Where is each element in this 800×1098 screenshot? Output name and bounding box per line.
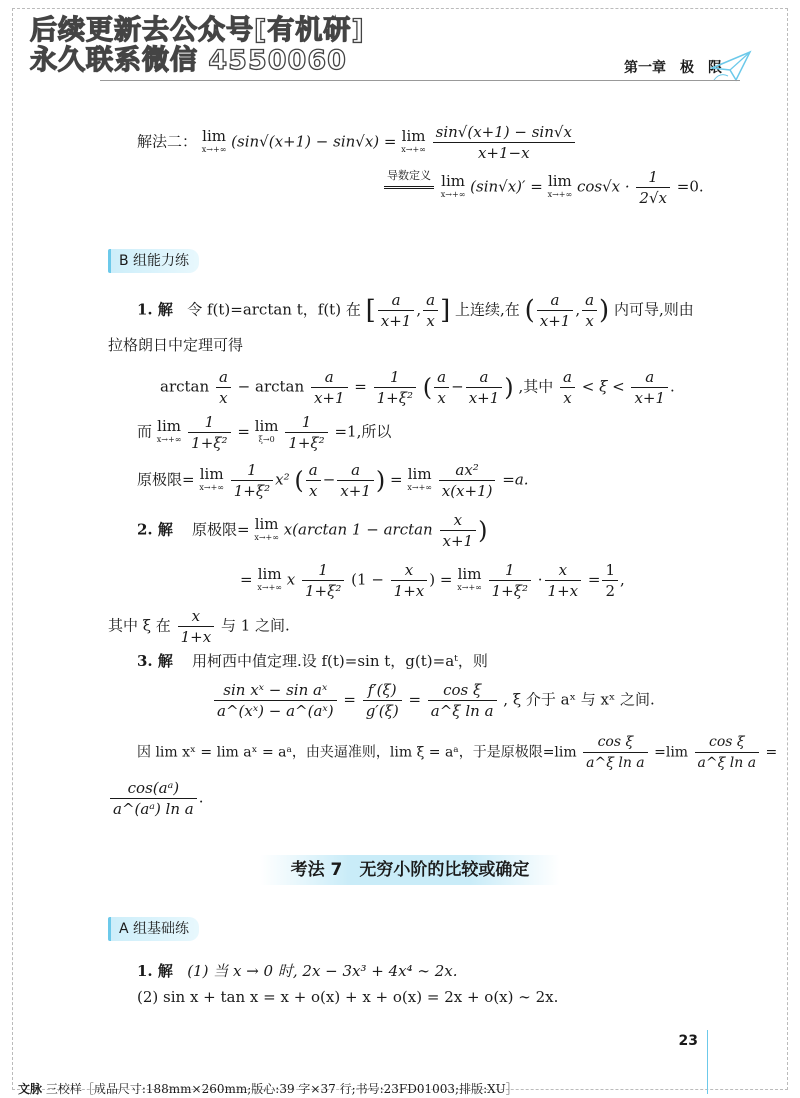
section-heading-7: 考法 7 无穷小阶的比较或确定 <box>260 855 560 885</box>
limit: lim x→+∞ <box>401 126 426 154</box>
fraction: $\frac{a}{x}$ <box>423 290 438 331</box>
q1-equation: arctan $\frac{a}{x}$ − arctan $\frac{a}{x+1}$ = $\frac{1}{\text{1+ξ²}}$ ( $\frac{a}{x}$ − $\frac{a}{x+1}$ ) ,其中 $\frac{a}{x}$ < ξ < $\frac{a}{x+1}$ . <box>160 368 675 407</box>
q1-text: 内可导,则由 <box>613 300 694 319</box>
watermark-line2: 永久联系微信 4550060 <box>30 45 347 76</box>
qa1-line2: (2) sin x + tan x = x + o(x) + x + o(x) = 2x + o(x) ∼ 2x. <box>137 988 559 1006</box>
badge-a-group: A 组基础练 <box>108 917 199 941</box>
fraction: $\frac{a}{x}$ <box>582 290 597 331</box>
fraction: $\frac{1}{2√x}$ <box>636 167 670 208</box>
chapter-title-2: 限 <box>708 60 722 76</box>
q3-line-b: 因 lim xˣ = lim aˣ = aᵃ，由夹逼准则，lim ξ = aᵃ，于是原极限=lim $\frac{\text{cos ξ}}{\text{a\textasciicircum{}ξ ln a}}$ =lim $\frac{\text{cos ξ}}{\text{a\textasciicircum{}ξ ln a}}$ = <box>137 734 778 771</box>
solution-two-lead: 解法二： <box>137 132 198 151</box>
q3-number: 3. 解 <box>137 652 173 670</box>
q1-line1: 1. 解 令 f(t)=arctan t，f(t) 在 [ $\frac{a}{x+1}$ , $\frac{a}{x}$ ] 上连续,在 ( $\frac{a}{x+1}$ , $\frac{a}{x}$ ) 内可导,则由 <box>137 291 694 330</box>
qa1-number: 1. 解 <box>137 962 173 980</box>
q1-text: 令 f(t)=arctan t，f(t) 在 <box>187 300 361 319</box>
print-footer <box>18 1080 518 1097</box>
fraction: $\frac{\sin√(x+1) - \sin√x}{x+1-x}$ <box>433 122 575 163</box>
q1-result: 原极限= lim x→+∞ $\frac{1}{\text{1+ξ²}}$ x² ( $\frac{a}{x}$ − $\frac{a}{x+1}$ ) = lim x→+∞ $\frac{\text{ax²}}{x(x+1)}$ =a. <box>137 461 529 500</box>
expr: (sin√x)′ = <box>470 177 543 196</box>
chapter-title: 极 <box>680 60 694 76</box>
derivative-definition-label: 导数定义 <box>384 166 434 209</box>
q1-limit-line: 而 lim x→+∞ $\frac{1}{\text{1+ξ²}}$ = lim ξ→0 $\frac{1}{\text{1+ξ²}}$ =1,所以 <box>137 413 392 452</box>
footer-brand: 文脉 <box>18 1082 43 1096</box>
watermark-line1: 后续更新去公众号[有机研] <box>30 15 365 46</box>
fraction: $\frac{a}{x+1}$ <box>537 290 574 331</box>
expr: cos√x · <box>576 177 630 196</box>
running-header <box>624 57 722 77</box>
q1-number: 1. 解 <box>137 300 173 319</box>
header-rule <box>100 80 740 81</box>
expr: =0. <box>676 177 704 196</box>
q2-number: 2. 解 <box>137 520 173 539</box>
q2-line3: 其中 ξ 在 $\frac{x}{1+x}$ 与 1 之间. <box>108 607 290 646</box>
limit: lim x→+∞ <box>547 171 573 199</box>
qa1-line1: 1. 解 (1) 当 x → 0 时, 2x − 3x³ + 4x⁴ ∼ 2x. <box>137 962 458 980</box>
q2-line2: = lim x→+∞ x $\frac{1}{\text{1+ξ²}}$ (1 − $\frac{x}{1+x}$ ) = lim x→+∞ $\frac{1}{\text{1+ξ²}}$ · $\frac{x}{1+x}$ = $\frac{1}{2}$ , <box>240 561 625 600</box>
limit: lim x→+∞ <box>201 126 227 154</box>
fraction: $\frac{a}{x+1}$ <box>378 290 415 331</box>
expr: (sin√(x+1) − sin√x) = <box>231 132 397 151</box>
q3-equation: $\frac{\text{sin xˣ − sin aˣ}}{\text{a\textasciicircum{}(xˣ) − a\textasciicircum{}(aˣ)}}$ = $\frac{f'(\xi)}{g'(\xi)}$ = $\frac{\text{cos ξ}}{\text{a\textasciicircum{}ξ ln a}}$ , ξ 介于 aˣ 与 xˣ 之间. <box>212 680 655 721</box>
q3-line1: 3. 解 用柯西中值定理.设 f(t)=sin t，g(t)=aᵗ，则 <box>137 652 488 670</box>
page-number: 23 <box>678 1033 698 1049</box>
chapter-label: 第一章 <box>624 60 666 76</box>
q2-line1: 2. 解 原极限= lim x→+∞ x(arctan 1 − arctan $\frac{x}{x+1}$ ) <box>137 511 488 550</box>
q3-final: $\frac{\text{cos(aᵃ)}}{\text{a\textasciicircum{}(aᵃ) ln a}}$ . <box>108 778 204 819</box>
limit: lim x→+∞ <box>440 171 466 199</box>
q1-text: 上连续,在 <box>455 300 520 319</box>
badge-b-group: B 组能力练 <box>108 249 199 273</box>
footer-info: 三校样［成品尺寸:188mm×260mm;版心:39 字×37 行;书号:23FD01003;排版:XU］ <box>45 1082 518 1096</box>
q1-line2: 拉格朗日中定理可得 <box>108 336 244 354</box>
page-number-rule <box>707 1030 708 1094</box>
solution-two-line1 <box>137 122 577 163</box>
solution-two-line2 <box>382 166 704 209</box>
